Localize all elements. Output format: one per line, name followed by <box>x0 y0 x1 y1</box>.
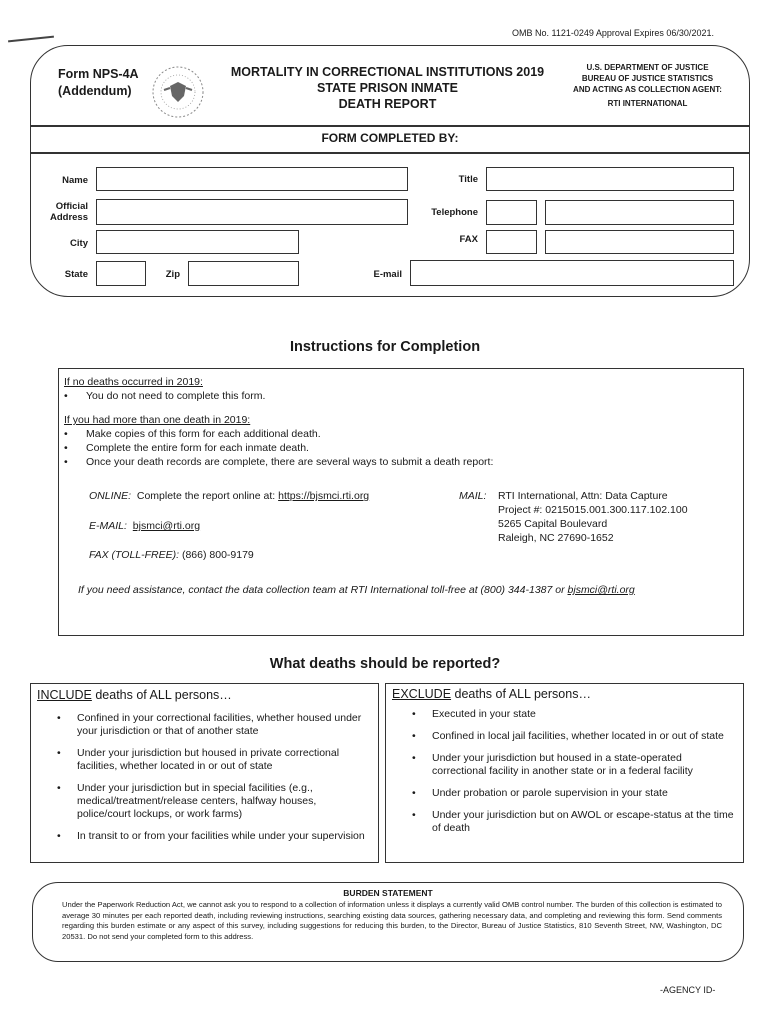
list-item: • Once your death records are complete, there are several ways to submit a death report: <box>64 455 714 469</box>
fax-area-code-field[interactable] <box>486 230 537 254</box>
telephone-area-code-field[interactable] <box>486 200 537 225</box>
list-item: • Under your jurisdiction but housed in a state-operated correctional facility in another state or in a federal facility <box>392 752 736 778</box>
mail-line: Raleigh, NC 27690-1652 <box>498 532 614 544</box>
divider <box>31 152 749 154</box>
title-field[interactable] <box>486 167 734 191</box>
exclude-word: EXCLUDE <box>392 687 452 701</box>
include-list <box>37 712 371 852</box>
online-option <box>89 489 439 503</box>
telephone-number-field[interactable] <box>545 200 734 225</box>
title-label: Title <box>458 174 478 185</box>
state-label: State <box>64 269 88 280</box>
fax-option <box>89 548 389 562</box>
list-item: • In transit to or from your facilities while under your supervision <box>37 830 371 843</box>
deaths-heading: What deaths should be reported? <box>269 656 501 672</box>
list-item: • Under probation or parole supervision in your state <box>392 787 736 800</box>
exclude-list <box>392 708 736 844</box>
fax-option-label: FAX (TOLL-FREE): <box>89 549 180 561</box>
city-label: City <box>70 238 88 249</box>
telephone-label: Telephone <box>431 207 478 218</box>
burden-text: Under the Paperwork Reduction Act, we cannot ask you to respond to a collection of information unless it displays a currently valid OMB control number. The burden of this collection is estimated to average 30 minutes per each reported death, including reviewing instructions, searching existing data sources, gathering necessary data, and completing and reviewing this form. Send comments regarding this burden estimate or any aspect of this survey, including suggestions for reducing this burden, to the Director, Bureau of Justice Statistics, 810 Seventh Street, NW, Washington, DC 20531. Do not send your completed form to this address. <box>62 900 722 941</box>
mail-line: 5265 Capital Boulevard <box>498 518 608 530</box>
address-label-line: Official <box>55 201 88 212</box>
agency-id: -AGENCY ID- <box>660 985 716 995</box>
list-item: • Confined in local jail facilities, whether located in or out of state <box>392 730 736 743</box>
assistance-note <box>78 583 738 597</box>
state-field[interactable] <box>96 261 146 286</box>
doj-seal-icon <box>150 64 206 120</box>
assistance-email-link[interactable]: bjsmci@rti.org <box>567 584 635 596</box>
online-label: ONLINE: <box>89 490 132 502</box>
more-deaths-heading: If you had more than one death in 2019: <box>64 414 251 426</box>
list-item: • Under your jurisdiction but in special facilities (e.g., medical/treatment/release centers, halfway houses, police/court lockups, or work farms) <box>37 782 371 821</box>
list-item: • Make copies of this form for each additional death. <box>64 427 714 441</box>
address-label <box>28 201 88 223</box>
exclude-rest: deaths of ALL persons… <box>451 687 591 701</box>
zip-field[interactable] <box>188 261 299 286</box>
title-line: DEATH REPORT <box>338 97 437 111</box>
email-label: E-mail <box>373 269 402 280</box>
include-heading <box>37 688 232 702</box>
agency-line: RTI INTERNATIONAL <box>607 99 688 108</box>
burden-title: BURDEN STATEMENT <box>343 888 433 898</box>
zip-label: Zip <box>165 269 180 280</box>
email-link[interactable]: bjsmci@rti.org <box>132 520 201 532</box>
list-item: • Under your jurisdiction but on AWOL or escape-status at the time of death <box>392 809 736 835</box>
city-field[interactable] <box>96 230 299 254</box>
address-label-line: Address <box>49 212 88 223</box>
agency-line: BUREAU OF JUSTICE STATISTICS <box>581 74 714 83</box>
fax-option-value: (866) 800-9179 <box>181 549 254 561</box>
instructions-content <box>64 375 714 469</box>
include-rest: deaths of ALL persons… <box>91 688 232 702</box>
mail-line: Project #: 0215015.001.300.117.102.100 <box>498 504 688 516</box>
address-field[interactable] <box>96 199 408 225</box>
mail-label: MAIL: <box>459 490 487 502</box>
agency-block <box>550 62 745 109</box>
agency-line: AND ACTING AS COLLECTION AGENT: <box>573 85 722 94</box>
email-field[interactable] <box>410 260 734 286</box>
list-item: • Under your jurisdiction but housed in private correctional facilities, whether located in or out of state <box>37 747 371 773</box>
form-number: Form NPS-4A <box>58 67 139 81</box>
fax-number-field[interactable] <box>545 230 734 254</box>
title-line: MORTALITY IN CORRECTIONAL INSTITUTIONS 2019 <box>230 65 545 79</box>
assistance-text: If you need assistance, contact the data collection team at RTI International toll-free at (800) 344-1387 or <box>78 584 565 596</box>
email-option-label: E-MAIL: <box>89 520 127 532</box>
online-link[interactable]: https://bjsmci.rti.org <box>278 490 370 502</box>
list-item: • You do not need to complete this form. <box>64 389 714 403</box>
form-subtitle: (Addendum) <box>58 84 132 98</box>
list-item: • Confined in your correctional facilities, whether housed under your jurisdiction or that of another state <box>37 712 371 738</box>
name-label: Name <box>62 175 88 186</box>
mail-line: RTI International, Attn: Data Capture <box>498 490 668 502</box>
title-line: STATE PRISON INMATE <box>317 81 458 95</box>
instructions-heading: Instructions for Completion <box>289 339 481 355</box>
form-id <box>58 66 139 100</box>
fax-label: FAX <box>459 234 478 245</box>
completed-by-heading: FORM COMPLETED BY: <box>321 131 459 145</box>
list-item: • Complete the entire form for each inmate death. <box>64 441 714 455</box>
form-title <box>215 64 560 112</box>
list-item: • Executed in your state <box>392 708 736 721</box>
no-deaths-heading: If no deaths occurred in 2019: <box>64 376 203 388</box>
name-field[interactable] <box>96 167 408 191</box>
agency-line: U.S. DEPARTMENT OF JUSTICE <box>586 63 709 72</box>
online-text: Complete the report online at: <box>136 490 276 502</box>
omb-number: OMB No. 1121-0249 Approval Expires 06/30/2021. <box>512 28 714 38</box>
exclude-heading <box>392 687 591 701</box>
pen-mark <box>8 36 54 43</box>
email-option <box>89 519 389 533</box>
divider <box>31 125 749 127</box>
mail-address <box>498 489 738 545</box>
include-word: INCLUDE <box>37 688 92 702</box>
